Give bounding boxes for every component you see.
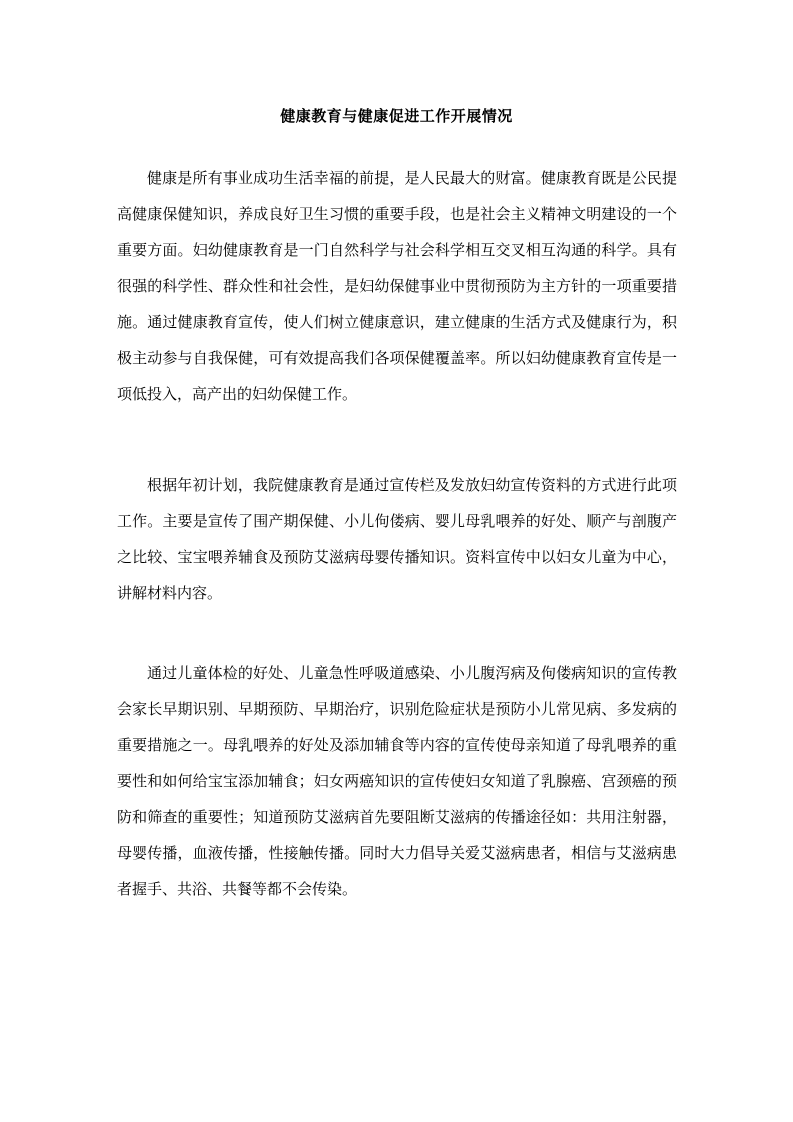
- paragraph-plan: 根据年初计划，我院健康教育是通过宣传栏及发放妇幼宣传资料的方式进行此项工作。主要是宣传了围产期保健、小儿佝偻病、婴儿母乳喂养的好处、顺产与剖腹产之比较、宝宝喂养辅食及预防艾滋病母婴传播知识。资料宣传中以妇女儿童为中心，讲解材料内容。: [117, 476, 677, 602]
- document-title: 健康教育与健康促进工作开展情况: [280, 107, 513, 125]
- paragraph-outcomes: 通过儿童体检的好处、儿童急性呼吸道感染、小儿腹泻病及佝偻病知识的宣传教会家长早期识别、早期预防、早期治疗，识别危险症状是预防小儿常见病、多发病的重要措施之一。母乳喂养的好处及添加辅食等内容的宣传使母亲知道了母乳喂养的重要性和如何给宝宝添加辅食；妇女两癌知识的宣传使妇女知道了乳腺癌、宫颈癌的预防和筛查的重要性；知道预防艾滋病首先要阻断艾滋病的传播途径如：共用注射器，母婴传播，血液传播，性接触传播。同时大力倡导关爱艾滋病患者，相信与艾滋病患者握手、共浴、共餐等都不会传染。: [117, 664, 677, 898]
- paragraph-intro: 健康是所有事业成功生活幸福的前提，是人民最大的财富。健康教育既是公民提高健康保健知识，养成良好卫生习惯的重要手段，也是社会主义精神文明建设的一个重要方面。妇幼健康教育是一门自然科学与社会科学相互交叉相互沟通的科学。具有很强的科学性、群众性和社会性，是妇幼保健事业中贯彻预防为主方针的一项重要措施。通过健康教育宣传，使人们树立健康意识，建立健康的生活方式及健康行为，积极主动参与自我保健，可有效提高我们各项保健覆盖率。所以妇幼健康教育宣传是一项低投入，高产出的妇幼保健工作。: [117, 169, 677, 403]
